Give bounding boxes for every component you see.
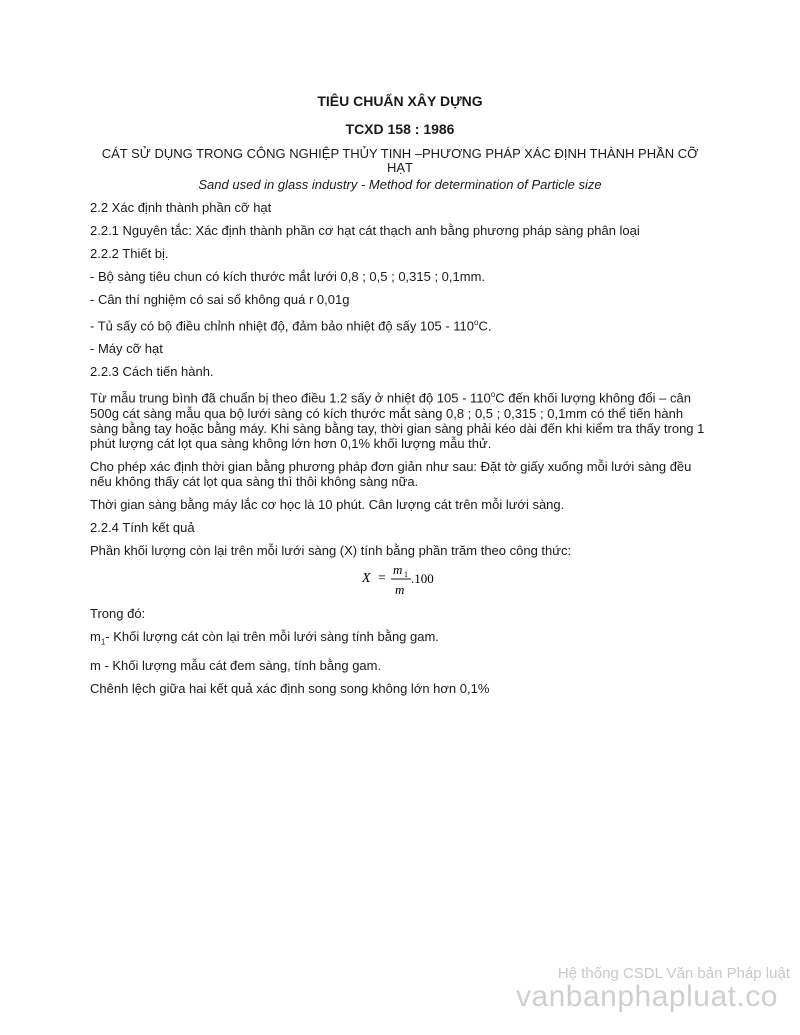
formula-numerator-sub: 1 (404, 570, 408, 579)
section-procedure: 2.2.3 Cách tiến hành. (90, 364, 214, 380)
definition-m1: $m_1-$ Khối lượng cát còn lại trên mỗi lưới sàng tính bằng gam. (90, 629, 439, 647)
section-equipment: 2.2.2 Thiết bị. (90, 246, 169, 261)
section-results: 2.2.4 Tính kết quả (90, 519, 195, 535)
document-title: TIÊU CHUẨN XÂY DỰNG (317, 93, 483, 109)
title-english: Sand used in glass industry - Method for determination of Particle size (198, 177, 602, 192)
definitions (90, 606, 710, 704)
equipment-item-scale: - Cân thí nghiệm có sai số không quá r 0,01g (90, 292, 350, 307)
definitions-heading: Trong đó: (90, 606, 146, 621)
paragraph-machine-time: Thời gian sàng bằng máy lắc cơ học là 10 phút. Cân lượng cát trên mỗi lưới sàng. (90, 496, 565, 512)
formula-numerator: m (393, 562, 403, 577)
standard-code: TCXD 158 : 1986 (345, 121, 455, 137)
paragraph-simple-method: Cho phép xác định thời gian bằng phương pháp đơn giản như sau: Đặt tờ giấy xuống mỗi lưới sàng đều nếu không thấy cát lọt qua sàng thì thôi không sàng nữa. (90, 458, 692, 489)
definition-m: m - Khối lượng mẫu cát đem sàng, tính bằng gam. (90, 657, 382, 673)
formula-factor: .100 (411, 571, 434, 586)
tolerance-note: Chênh lệch giữa hai kết quả xác định song song không lớn hơn 0,1% (90, 680, 490, 696)
formula (360, 560, 460, 600)
equipment-item-dryer: - Tủ sấy có bộ điều chỉnh nhiệt độ, đảm bảo nhiệt độ sấy 105 - 110$^o$C. (90, 318, 492, 334)
watermark-line2: vanbanphapluat.co (515, 980, 778, 1013)
paragraph-principle: 2.2.1 Nguyên tắc: Xác định thành phần cơ hạt cát thạch anh bằng phương pháp sàng phân loại (90, 223, 640, 238)
equipment-item-machine: - Máy cỡ hạt (90, 341, 163, 357)
paragraph-procedure: Từ mẫu trung bình đã chuẩn bị theo điều 1.2 sấy ở nhiệt độ 105 - 110$^o$C đến khối lượng không đổi – cân 500g cát sàng mẫu qua bộ lưới sàng có kích thước mắt sàng 0,8 ; 0,5 ; 0,315 ; 0,1mm có thể tiến hành sàng bằng tay hoặc bằng máy. Khi sàng bằng tay, thời gian sàng phải kéo dài đến khi kiểm tra thấy trong 1 phút lượng cát lọt qua sàng không lớn hơn 0,1% khối lượng mẫu thử. (90, 390, 705, 451)
formula-lhs: X (362, 571, 371, 586)
paragraph-formula-intro: Phần khối lượng còn lại trên mỗi lưới sàng (X) tính bằng phần trăm theo công thức: (90, 542, 572, 558)
document-body (90, 200, 710, 566)
formula-equals: = (378, 571, 386, 586)
watermark-line1: Hệ thống CSDL Văn bản Pháp luật (557, 965, 790, 982)
title-vietnamese: CÁT SỬ DỤNG TRONG CÔNG NGHIỆP THỦY TINH –PHƯƠNG PHÁP XÁC ĐỊNH THÀNH PHẦN CỠ HẠT (101, 146, 699, 175)
formula-denominator: m (395, 582, 405, 597)
section-heading: 2.2 Xác định thành phần cỡ hạt (90, 200, 272, 215)
equipment-item-sieve: - Bộ sàng tiêu chun có kích thước mắt lưới 0,8 ; 0,5 ; 0,315 ; 0,1mm. (90, 269, 486, 284)
